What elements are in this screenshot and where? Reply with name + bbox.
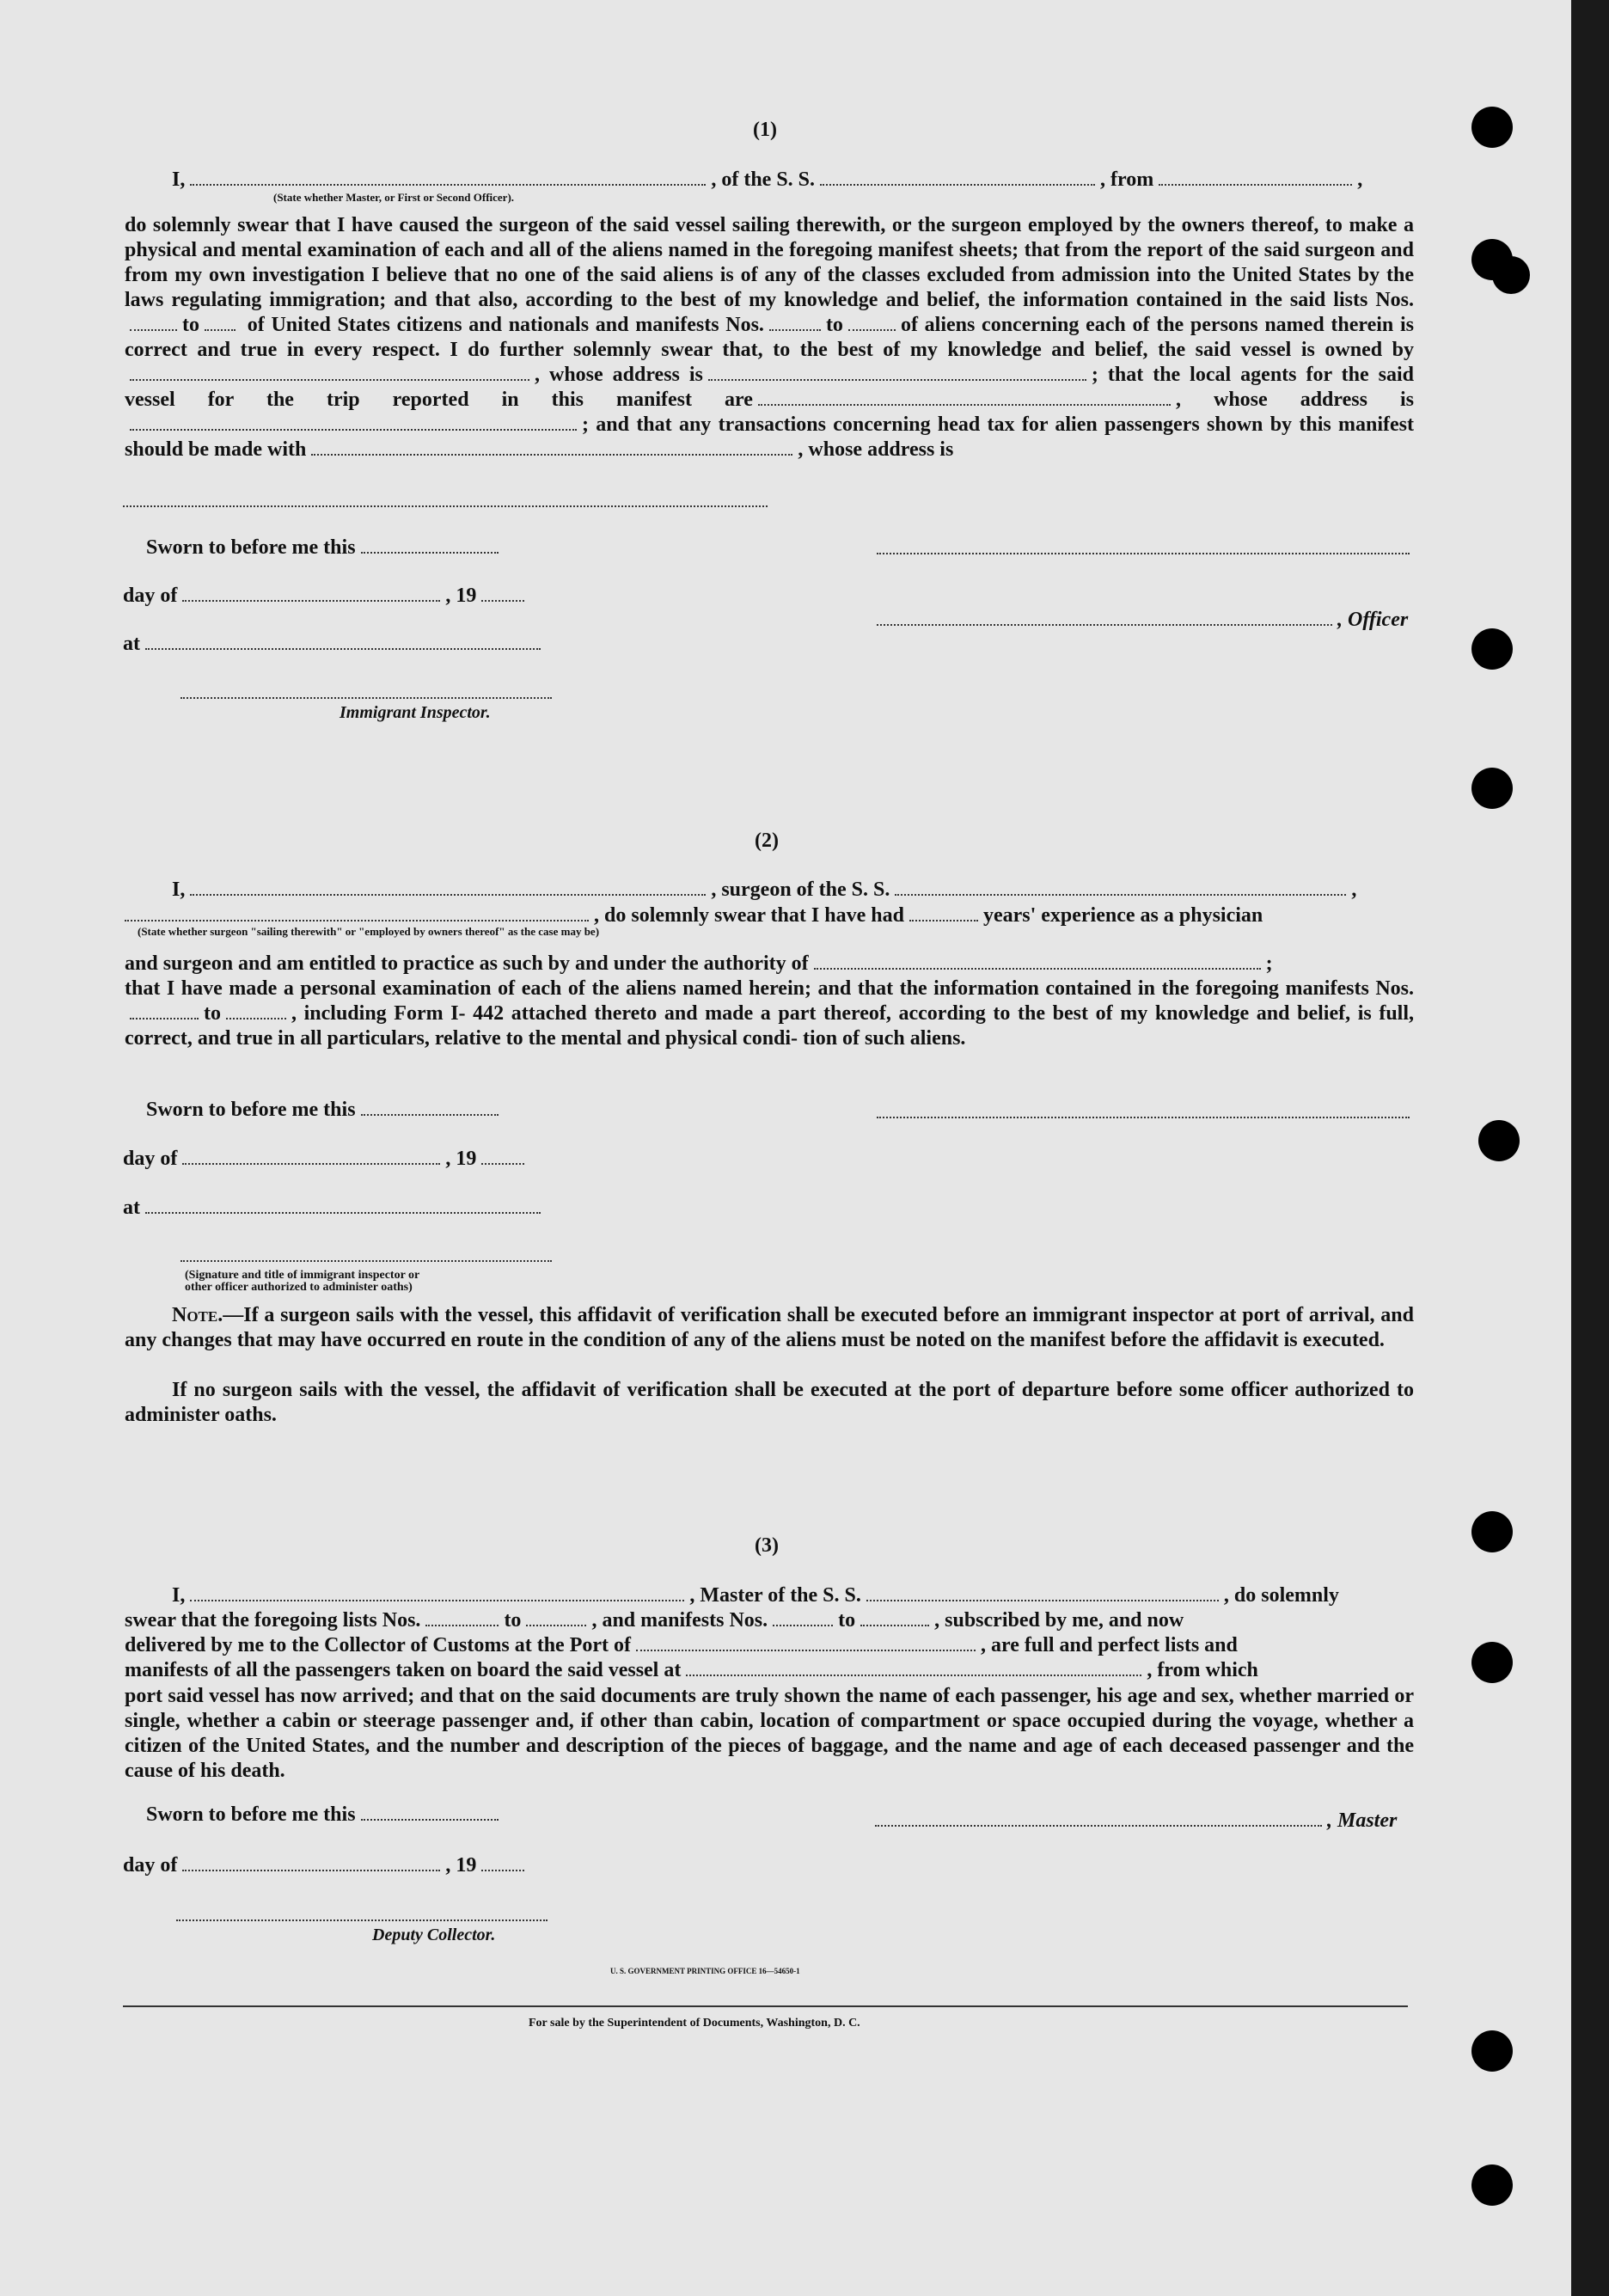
footer-rule [123,2005,1408,2007]
binder-hole [1478,1120,1520,1161]
s2-name-field[interactable] [190,893,706,896]
binder-hole [1492,256,1530,294]
s3-lists-from-field[interactable] [425,1624,499,1626]
s2-authority-field[interactable] [814,967,1261,970]
head-tax-field[interactable] [311,453,792,456]
s3-name-field[interactable] [190,1599,684,1601]
s2-sworn-date-field[interactable] [361,1113,499,1116]
s3-line3: delivered by me to the Collector of Customs at the Port of , are full and perfect lists and [125,1634,1238,1656]
s2-note: Note.—If a surgeon sails with the vessel, this affidavit of verification shall be executed before an immigrant inspector at port of arrival, and any changes that may have occurred en route in the condition of any of the aliens must be noted on the manifest before the affidavit is executed. [125,1304,1414,1351]
surgeon-type-note: (State whether surgeon "sailing therewith" or "employed by owners thereof" as the case may be) [138,925,600,938]
s1-month-field[interactable] [182,599,440,602]
master-name-field[interactable] [190,183,706,186]
s2-body: that I have made a personal examination of each of the aliens named herein; and that the information contained in the foregoing manifests Nos.to , including Form I- 442 attached thereto and made a part thereof, according to the best of my knowledge and belief, is full, correct, and true in all particulars, relative to the mental and physical condi- tion of such aliens. [125,977,1415,1050]
s2-years-field[interactable] [909,919,978,921]
head-tax-address-field[interactable] [123,505,768,507]
binder-hole [1471,2030,1513,2072]
binder-hole [1471,2164,1513,2206]
s3-line2: swear that the foregoing lists Nos. to , and manifests Nos. to , subscribed by me, and now [125,1609,1184,1632]
s2-note-2: If no surgeon sails with the vessel, the affidavit of verification shall be executed at the port of departure before some officer authorized to administer oaths. [125,1379,1414,1426]
manifest-to-field[interactable] [848,328,896,331]
s1-year-field[interactable] [481,599,524,602]
ship-name-field[interactable] [820,183,1095,186]
s3-sworn-date-field[interactable] [361,1818,499,1821]
local-agents-field[interactable] [758,403,1171,406]
s2-sig-note-1: (Signature and title of immigrant inspector or [185,1269,420,1282]
section-3-number: (3) [755,1534,779,1557]
s1-body-a: do solemnly swear that I have caused the surgeon of the said vessel sailing therewith, or the surgeon employed by the owners thereof, to make a physical and mental examination of each and all of the aliens named in the foregoing manifest sheets; that from the report of the said surgeon and from my own investigation I believe that no one of the said aliens is of any of the classes excluded from admission into the United States by the laws regulating immigration; and that also, according to the best of my knowledge and belief, the information contained in the said lists Nos.to of United States citizens and nationals and manifests Nos. to of aliens concerning each of the persons named therein is correct and true in every respect. I do further solemnly swear that, to the best of my knowledge and belief, the said vessel is owned by, whose address is ; that the local agents for the said vessel for the trip reported in this manifest are , whose address is; and that any transactions concerning head tax for alien passengers shown by this manifest should be made with , whose address is [125,214,1415,461]
s3-line1: I, , Master of the S. S. , do solemnly [172,1584,1339,1607]
scan-edge [1571,0,1609,2296]
s2-line2: , do solemnly swear that I have had years' experience as a physician [125,904,1263,928]
s2-at-field[interactable] [145,1211,541,1214]
owner-address-field[interactable] [708,378,1086,381]
s2-line3: and surgeon and am entitled to practice as such by and under the authority of ; [125,952,1273,975]
s3-line4: manifests of all the passengers taken on board the said vessel at , from which [125,1659,1258,1681]
binder-hole [1471,1511,1513,1552]
binder-hole [1471,1642,1513,1683]
manifest-from-field[interactable] [769,328,821,331]
binder-hole [1471,107,1513,148]
s3-month-field[interactable] [182,1869,440,1871]
binder-hole [1471,628,1513,670]
s2-year-field[interactable] [481,1162,524,1165]
s1-day-of: day of , 19 [123,585,529,608]
s2-surgeon-signature-field[interactable] [877,1116,1410,1118]
s3-ship-field[interactable] [866,1599,1219,1601]
s3-collector-signature-field[interactable] [176,1919,548,1921]
s3-day-of: day of , 19 [123,1854,529,1877]
s3-lists-to-field[interactable] [526,1624,586,1626]
s3-deputy-collector-label: Deputy Collector. [372,1926,496,1944]
agent-address-field[interactable] [130,428,577,431]
s2-sworn: Sworn to before me this [146,1099,504,1122]
s1-at-field[interactable] [145,647,541,650]
s1-officer-signature-field[interactable] [877,552,1410,554]
binder-hole [1471,768,1513,809]
owner-field[interactable] [130,378,529,381]
s2-line1: I, , surgeon of the S. S. , [172,879,1357,901]
s1-line1: I, , of the S. S. , from , [172,168,1363,191]
s1-officer: , Officer [877,609,1408,632]
s3-year-field[interactable] [481,1869,524,1871]
s1-inspector-signature-field[interactable] [180,696,552,699]
s2-month-field[interactable] [182,1162,440,1165]
printing-office-imprint: U. S. GOVERNMENT PRINTING OFFICE 16—54650-1 [610,1967,800,1975]
from-port-field[interactable] [1159,183,1352,186]
officer-note: (State whether Master, or First or Second Officer). [273,191,515,204]
s2-inspector-signature-field[interactable] [180,1259,552,1262]
s1-sworn: Sworn to before me this [146,536,504,560]
s2-manifest-to-field[interactable] [226,1017,286,1019]
section-1-number: (1) [753,119,777,141]
s3-master: , Master [875,1809,1397,1833]
s3-body: port said vessel has now arrived; and that on the said documents are truly shown the name of each passenger, his age and sex, whether married or single, whether a cabin or steerage passenger and, if other than cabin, location of compartment or space occupied during the voyage, whether a citizen of the United States, and the number and description of the pieces of baggage, and the name and age of each deceased passenger and the cause of his death. [125,1685,1414,1782]
s3-manifest-from-field[interactable] [773,1624,833,1626]
s2-ship-field[interactable] [895,893,1346,896]
lists-to-field[interactable] [205,328,236,331]
s3-boarding-port-field[interactable] [686,1674,1141,1676]
s2-surgeon-type-field[interactable] [125,919,589,921]
s3-sworn: Sworn to before me this [146,1803,504,1827]
s2-day-of: day of , 19 [123,1148,529,1171]
s2-manifest-from-field[interactable] [130,1017,199,1019]
s2-sig-note-2: other officer authorized to administer oaths) [185,1281,413,1294]
s3-manifest-to-field[interactable] [860,1624,929,1626]
s1-immigrant-inspector-label: Immigrant Inspector. [340,703,491,722]
section-2-number: (2) [755,830,779,852]
s2-at: at [123,1197,546,1220]
s1-sworn-date-field[interactable] [361,551,499,554]
s3-port-field[interactable] [636,1649,976,1651]
s3-master-signature-field[interactable] [875,1824,1322,1827]
for-sale-notice: For sale by the Superintendent of Documents, Washington, D. C. [529,2017,860,2030]
s1-at: at [123,633,546,656]
lists-from-field[interactable] [130,328,177,331]
